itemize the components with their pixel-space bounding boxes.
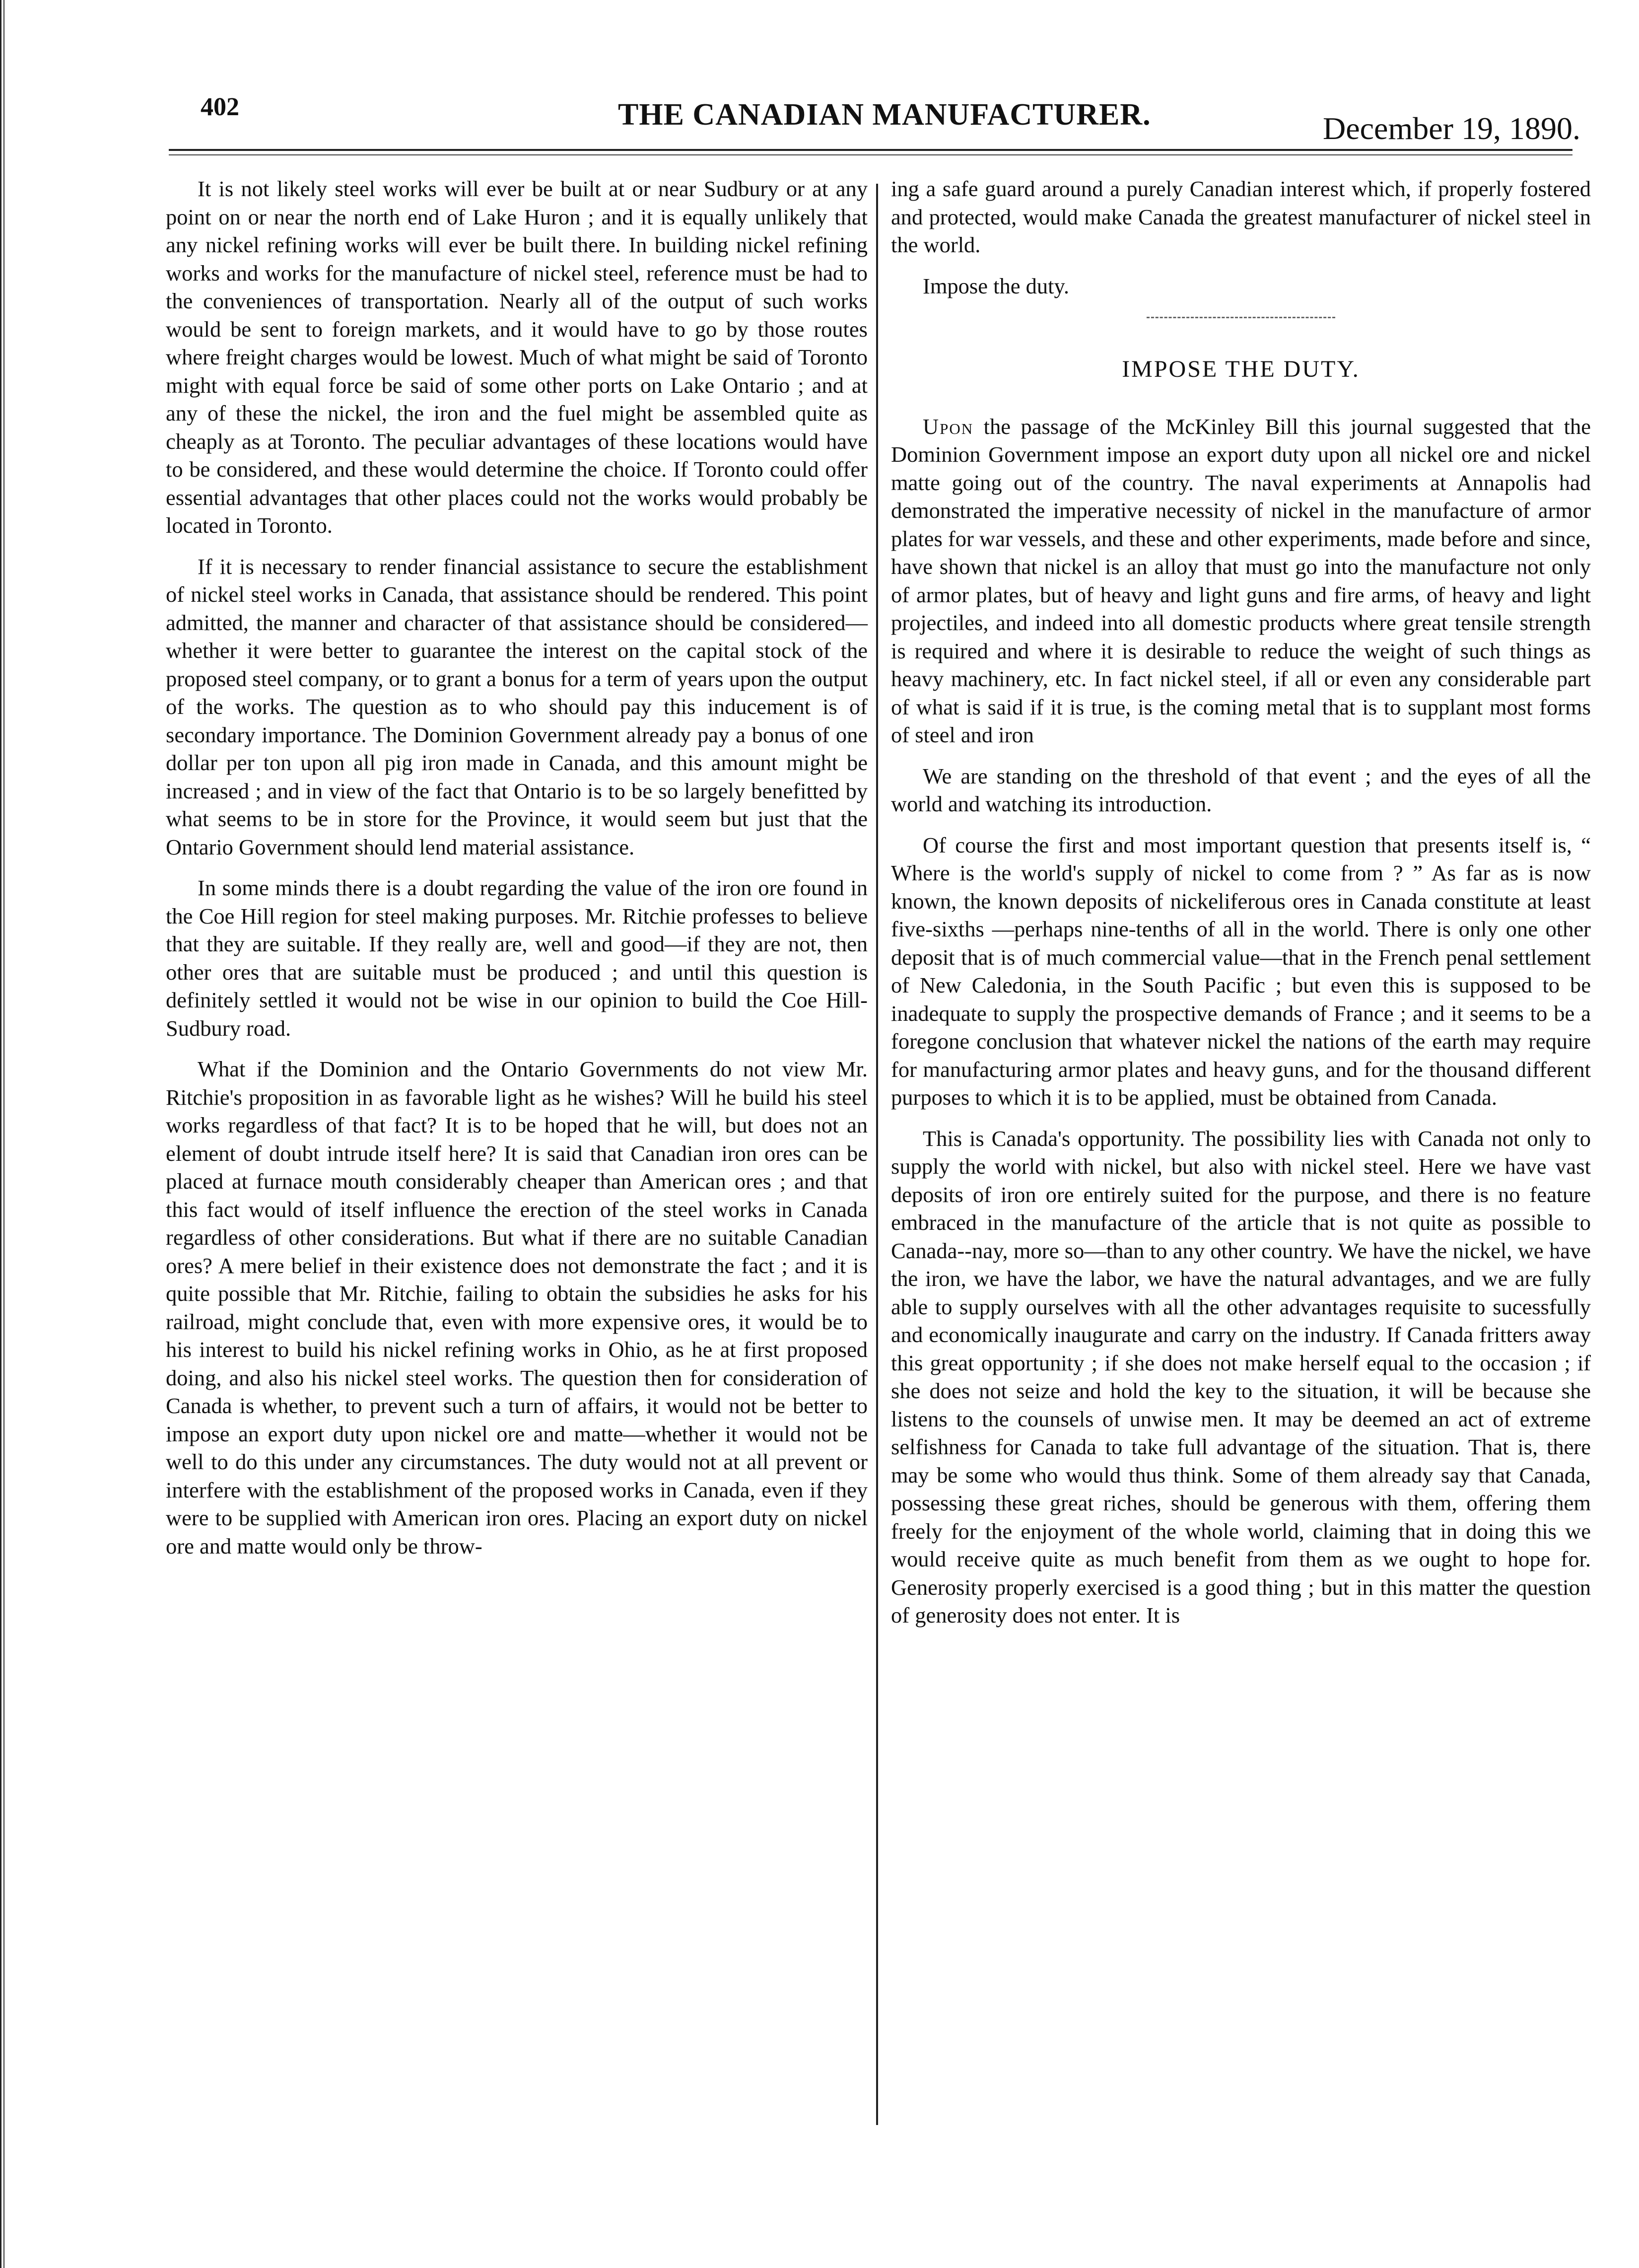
header-rule-thin [169,154,1572,155]
binding-edge [0,0,7,2268]
article-paragraph: What if the Dominion and the Ontario Governments do not view Mr. Ritchie's proposition in as favorable light as he wishes? Will he build his steel works regardless of that fact? It is to be hoped that he will, but does not an element of doubt intrude itself here? It is said that Canadian iron ores can be placed at furnace mouth considerably cheaper than American ores ; and that this fact would of itself influence the erection of the steel works in Canada regardless of other considerations. But what if there are no suitable Canadian ores? A mere belief in their existence does not demonstrate the fact ; and it is quite possible that Mr. Ritchie, failing to obtain the subsidies he asks for his railroad, might conclude that, even with more expensive ores, it would be to his interest to build his nickel refining works in Ohio, as he at first proposed doing, and also his nickel steel works. The question then for consideration of Canada is whether, to prevent such a turn of affairs, it would not be better to impose an export duty upon nickel ore and matte—whether it would not be well to do this under any circumstances. The duty would not at all prevent or interfere with the establishment of the proposed works in Canada, even if they were to be supplied with American iron ores. Placing an export duty on nickel ore and matte would only be throw- [166,1057,868,1559]
page-header [0,0,1639,159]
page-number: 402 [201,93,239,121]
article-continuation: ing a safe guard around a purely Canadian interest which, if properly fostered and protected, would make Canada the greatest manufacturer of nickel steel in the world. [891,176,1591,257]
section-heading: IMPOSE THE DUTY. [1122,356,1360,382]
article-paragraph: In some minds there is a doubt regarding the value of the iron ore found in the Coe Hill region for steel making purposes. Mr. Ritchie professes to believe that they are suitable. If they really are, well and good—if they are not, then other ores that are suitable must be produced ; and until this question is definitely settled it would not be wise in our opinion to build the Coe Hill-Sudbury road. [166,875,868,1041]
article-paragraph: We are standing on the threshold of that event ; and the eyes of all the world and watching its introduction. [891,763,1591,817]
article-paragraph: This is Canada's opportunity. The possibility lies with Canada not only to supply the world with nickel, but also with nickel steel. Here we have vast deposits of iron ore entirely suited for the purpose, and there is no feature embraced in the manufacture of the article that is not quite as possible to Canada--nay, more so—than to any other country. We have the nickel, we have the iron, we have the labor, we have the natural advantages, and we are fully able to supply ourselves with all the other advantages requisite to sucessfully and economically inaugurate and carry on the industry. If Canada fritters away this great opportunity ; if she does not make herself equal to the occasion ; if she does not seize and hold the key to the situation, it will be because she listens to the counsels of unwise men. It may be deemed an act of extreme selfishness for Canada to take full advantage of the situation. That is, there may be some who would thus think. Some of them already say that Canada, possessing these great riches, should be generous with them, offering them freely for the enjoyment of the whole world, claiming that in doing this we would receive quite as much benefit from them as we ought to hope for. Generosity properly exercised is a good thing ; but in this matter the question of generosity does not enter. It is [891,1126,1591,1628]
header-rule [169,149,1572,151]
paragraph-text: the passage of the McKinley Bill this journal suggested that the Dominion Government impose an export duty upon all nickel ore and nickel matte going out of the country. The naval experiments at Annapolis had demonstrated the imperative necessity of nickel in the manufacture of armor plates for war vessels, and these and other experiments, made before and since, have shown that nickel is an alloy that must go into the manufacture not only of armor plates, but of heavy and light guns and fire arms, of heavy and light projectiles, and indeed into all domestic products where great tensile strength is required and where it is desirable to reduce the weight of such things as heavy machinery, etc. In fact nickel steel, if all or even any considerable part of what is said if it is true, is the coming metal that is to supplant most forms of steel and iron [891,414,1591,748]
article-closing: Impose the duty. [923,273,1069,298]
article-paragraph [891,413,1591,749]
lead-word: Upon [923,414,974,439]
left-column [166,175,868,1573]
issue-date: December 19, 1890. [1323,111,1580,146]
column-divider [876,184,878,2125]
publication-title: THE CANADIAN MANUFACTURER. [618,98,1151,132]
article-paragraph: If it is necessary to render financial assistance to secure the establishment of nickel steel works in Canada, that assistance should be rendered. This point admitted, the manner and character of that assistance should be considered—whether it were better to guarantee the interest on the capital stock of the proposed steel company, or to grant a bonus for a term of years upon the output of the works. The question as to who should pay this inducement is of secondary importance. The Dominion Government already pay a bonus of one dollar per ton upon all pig iron made in Canada, and this amount might be increased ; and in view of the fact that Ontario is to be so largely benefitted by what seems to be in store for the Province, it would seem but just that the Ontario Government should lend material assistance. [166,554,868,859]
article-paragraph: Of course the first and most important question that presents itself is, “ Where is the world's supply of nickel to come from ? ” As far as is now known, the known deposits of nickeliferous ores in Canada constitute at least five-sixths —perhaps nine-tenths of all in the world. There is only one other deposit that is of much commercial value—that in the French penal settlement of New Caledonia, in the South Pacific ; but even this is supposed to be inadequate to supply the prospective demands of France ; and it seems to be a foregone conclusion that whatever nickel the nations of the earth may require for manufacturing armor plates and heavy guns, and for the thousand different purposes to which it is to be applied, must be obtained from Canada. [891,832,1591,1110]
right-column [891,175,1591,1642]
article-paragraph: It is not likely steel works will ever be built at or near Sudbury or at any point on or near the north end of Lake Huron ; and it is equally unlikely that any nickel refining works will ever be built there. In building nickel refining works and works for the manufacture of nickel steel, reference must be had to the conveniences of transportation. Nearly all of the output of such works would be sent to foreign markets, and it would have to go by those routes where freight charges would be lowest. Much of what might be said of Toronto might with equal force be said of some other ports on Lake Ontario ; and at any of these the nickel, the iron and the fuel might be assembled quite as cheaply as at Toronto. The peculiar advantages of these locations would have to be considered, and these would determine the choice. If Toronto could offer essential advantages that other places could not the works would probably be located in Toronto. [166,176,868,538]
section-divider [1147,317,1335,320]
